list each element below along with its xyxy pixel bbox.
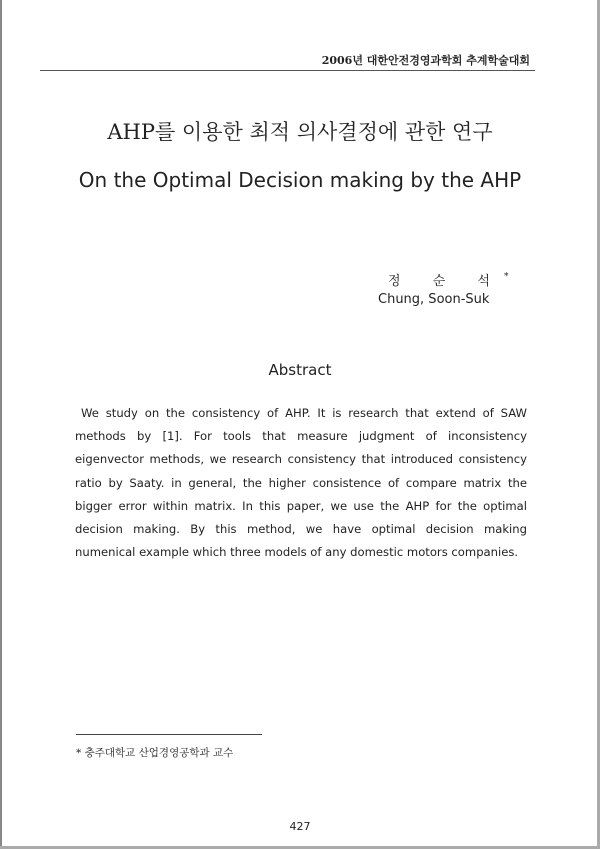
- abstract-body: We study on the consistency of AHP. It is research that extend of SAW methods by [1]. For tools that measure judgment of inconsistency eigenvector methods, we research consistency that introduced consistency ratio by Saaty. in general, the higher consistence of compare matrix the bigger error within matrix. In this paper, we use the AHP for the optimal decision making. By this method, we have optimal decision making numenical example which three models of any domestic motors companies.: [75, 406, 527, 560]
- author-footnote-marker: *: [503, 272, 509, 282]
- author-name-english: Chung, Soon-Suk: [378, 292, 490, 307]
- title-korean: AHP를 이용한 최적 의사결정에 관한 연구: [107, 120, 493, 144]
- footnote-affiliation: * 충주대학교 산업경영공학과 교수: [76, 747, 234, 759]
- author-name-korean-text: 정 순 석: [388, 274, 504, 289]
- footnote-rule: [76, 734, 262, 735]
- running-header: 2006년 대한안전경영과학회 추계학술대회: [321, 54, 530, 67]
- author-name-korean: [388, 270, 518, 289]
- title-english: On the Optimal Decision making by the AHP: [78, 168, 522, 192]
- abstract-heading: Abstract: [268, 361, 332, 379]
- header-rule: [40, 70, 535, 71]
- page-number: 427: [289, 820, 311, 833]
